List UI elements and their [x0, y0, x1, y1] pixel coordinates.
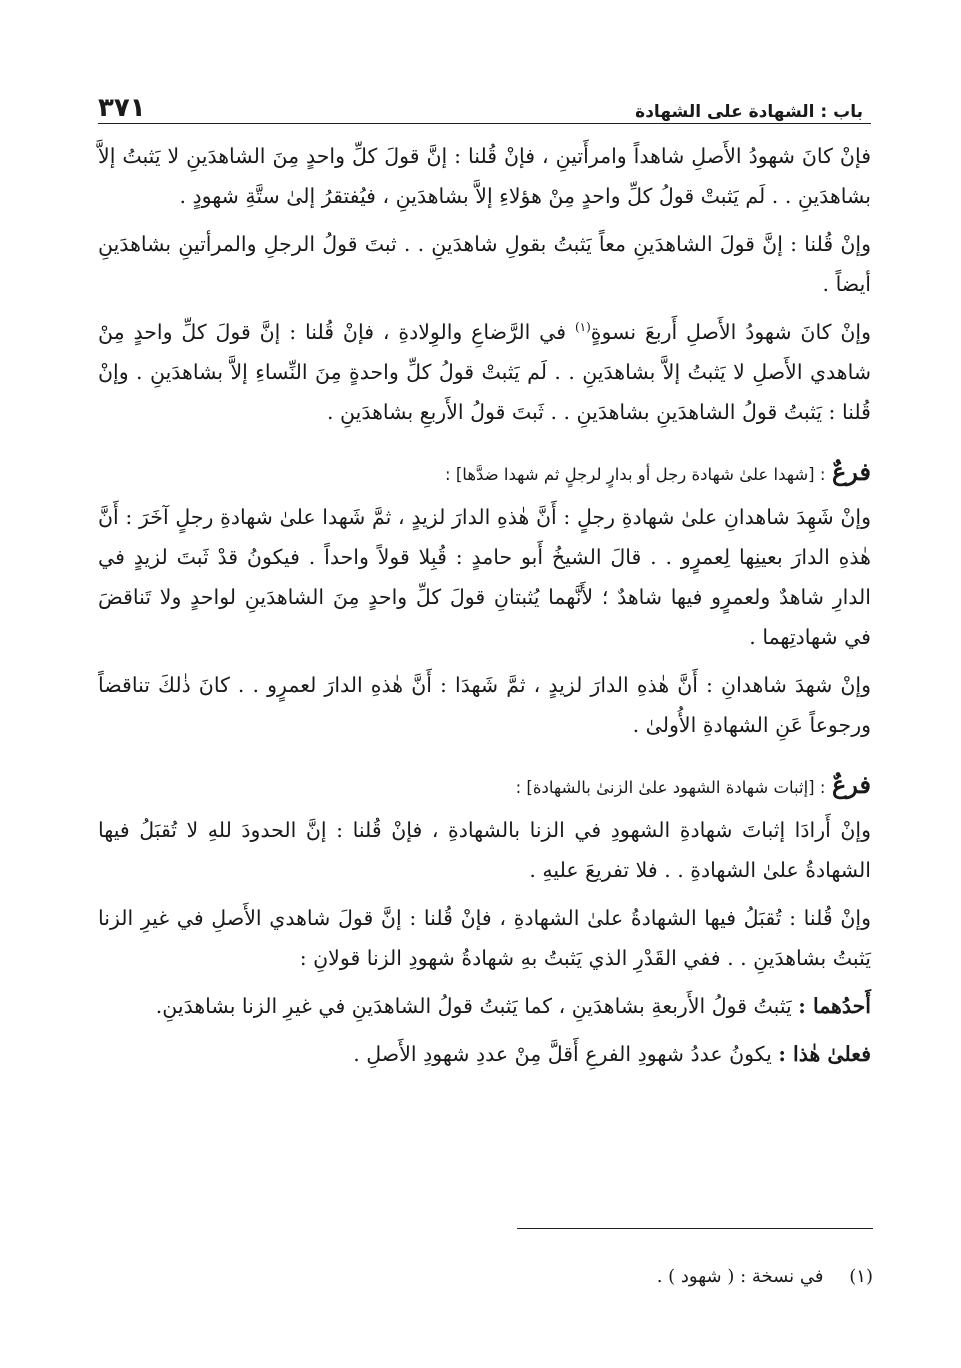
paragraph: فإنْ كانَ شهودُ الأَصلِ شاهداً وامرأَتينِ ، فإنْ قُلنا : إنَّ قولَ كلِّ واحدٍ مِنَ الشاهدَينِ لا يَثبتُ إلاَّ بشاهدَينِ . . لَم يَثبتْ قولُ كلِّ واحدٍ مِنْ هؤلاءِ إلاَّ بشاهدَينِ ، فيُفتقرُ إلىٰ ستَّةِ شهودٍ .: [98, 144, 871, 208]
paragraph: وإنْ قُلنا : تُقبَلُ فيها الشهادةُ علىٰ الشهادةِ ، فإنْ قُلنا : إنَّ قولَ شاهدي الأَصلِ في غيرِ الزنا يَثبتُ بشاهدَينِ . . ففي القَدْرِ الذي يَثبتُ بهِ شهادةُ شهودِ الزنا قولانِ :: [98, 906, 871, 970]
branch-title: : [شهدا علىٰ شهادة رجل أو بدارٍ لرجلٍ ثم شهدا ضدَّها] :: [445, 465, 826, 484]
footnote-text: في نسخة : ( شهود ) .: [656, 1266, 824, 1287]
main-text: [98, 132, 871, 1082]
paragraph-text: في الرَّضاعِ والوِلادةِ ، فإنْ قُلنا : إنَّ قولَ كلِّ واحدٍ مِنْ شاهدي الأَصلِ لا يَثبتُ إلاَّ بشاهدَينِ . . لَم يَثبتْ قولُ كلِّ واحدةٍ مِنَ النِّساءِ إلاَّ بشاهدَينِ . وإنْ قُلنا : يَثبتُ قولُ الشاهدَينِ بشاهدَينِ . . ثَبتَ قولُ الأَربعِ بشاهدَينِ .: [98, 320, 871, 424]
footnote-rule: [517, 1228, 873, 1229]
branch-label: فرعٌ: [831, 770, 871, 799]
consequence-lead: فعلىٰ هٰذا :: [778, 1042, 871, 1066]
consequence-text: يكونُ عددُ شهودِ الفرعِ أَقلَّ مِنْ عددِ شهودِ الأَصلِ .: [353, 1042, 779, 1066]
paragraph: [98, 312, 871, 432]
opinion-text: يَثبتُ قولُ الأَربعةِ بشاهدَينِ ، كما يَثبتُ قولُ الشاهدَينِ في غيرِ الزنا بشاهدَينِ.: [155, 994, 799, 1018]
paragraph: وإنْ قُلنا : إنَّ قولَ الشاهدَينِ معاً يَثبتُ بقولِ شاهدَينِ . . ثبتَ قولُ الرجلِ والمرأتينِ بشاهدَينِ أيضاً .: [98, 232, 871, 296]
page-number: ٣٧١: [98, 93, 146, 123]
running-header: [98, 82, 863, 122]
paragraph: وإنْ شهدَ شاهدانِ : أَنَّ هٰذهِ الدارَ لزيدٍ ، ثمَّ شَهدَا : أَنَّ هٰذهِ الدارَ لعمرٍو . . كانَ ذٰلكَ تناقضاً ورجوعاً عَنِ الشهادةِ الأُولىٰ .: [98, 673, 871, 737]
running-title: باب : الشهادة على الشهادة: [635, 102, 863, 122]
paragraph: وإنْ شَهِدَ شاهدانِ علىٰ شهادةِ رجلٍ : أَنَّ هٰذهِ الدارَ لزيدٍ ، ثمَّ شَهدا علىٰ شهادةِ رجلٍ آخَرَ : أَنَّ هٰذهِ الدارَ بعينِها لِعمرٍو . . قالَ الشيخُ أَبو حامدٍ : قُبِلا قولاً واحداً . فيكونُ قدْ ثَبتَ لزيدٍ في الدارِ شاهدٌ ولعمرٍو فيها شاهدٌ ؛ لأَنَّهما يُثبتانِ قولَ كلِّ واحدٍ مِنَ الشاهدَينِ لواحدٍ ولا تَناقضَ في شهادتِهما .: [98, 505, 871, 649]
opinion-lead: أَحدُهما :: [798, 994, 871, 1018]
branch-heading: [98, 452, 871, 495]
paragraph: [98, 986, 871, 1026]
footnote-number: (١): [849, 1266, 873, 1287]
header-rule: [98, 123, 871, 124]
branch-label: فرعٌ: [831, 457, 871, 486]
paragraph: وإنْ أَرادَا إثباتَ شهادةِ الشهودِ في الزنا بالشهادةِ ، فإنْ قُلنا : إنَّ الحدودَ للهِ لا تُقبَلُ فيها الشهادةُ علىٰ الشهادةِ . . فلا تفريعَ عليهِ .: [98, 818, 871, 882]
footnote: [657, 1262, 873, 1292]
branch-title: : [إثبات شهادة الشهود علىٰ الزنىٰ بالشهادة] :: [515, 778, 826, 797]
footnote-reference: (١): [574, 320, 591, 335]
paragraph: [98, 1034, 871, 1074]
paragraph-text: وإنْ كانَ شهودُ الأَصلِ أَربعَ نسوةٍ: [590, 320, 871, 344]
branch-heading: [98, 765, 871, 808]
